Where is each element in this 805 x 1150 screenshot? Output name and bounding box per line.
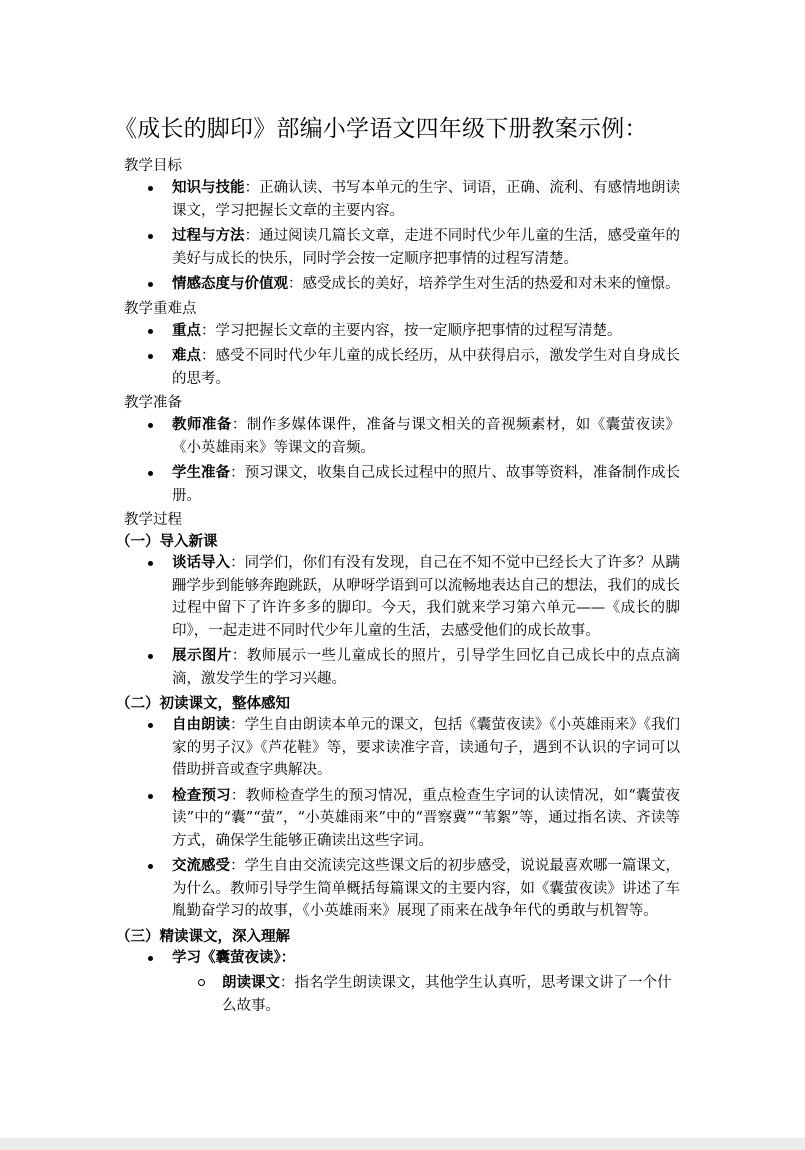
item-text: ：感受成长的美好，培养学生对生活的热爱和对未来的憧憬。 bbox=[288, 276, 680, 292]
process-part-list bbox=[124, 947, 680, 1018]
item-label: 重点 bbox=[172, 321, 201, 339]
section-heading-process: 教学过程 bbox=[124, 512, 182, 528]
list-item bbox=[124, 785, 680, 853]
process-part-heading: （一）导入新课 bbox=[116, 533, 218, 550]
item-label: 知识与技能 bbox=[172, 179, 245, 196]
item-text: ：预习课文，收集自己成长过程中的照片、故事等资料，准备制作成长册。 bbox=[172, 465, 681, 504]
section-heading-key-points: 教学重难点 bbox=[124, 300, 197, 317]
item-label: 朗读课文 bbox=[222, 974, 280, 991]
list-item bbox=[124, 645, 680, 690]
item-text: ：制作多媒体课件，准备与课文相关的音视频素材，如《囊萤夜读》《小英雄雨来》等课文的音频。 bbox=[172, 417, 681, 456]
item-label: 交流感受 bbox=[172, 857, 231, 874]
list-item bbox=[124, 552, 680, 642]
item-text: ：学生自由交流读完这些课文后的初步感受，说说最喜欢哪一篇课文，为什么。教师引导学生简单概括每篇课文的主要内容，如《囊萤夜读》讲述了车胤勤奋学习的故事，《小英雄雨来》展现了雨来在战争年代的勇敢与机智等。 bbox=[172, 858, 681, 919]
key-points-list bbox=[124, 320, 680, 391]
item-text: ：正确认读、书写本单元的生字、词语，正确、流利、有感情地朗读课文，学习把握长文章的主要内容。 bbox=[172, 180, 681, 219]
item-text: ：教师检查学生的预习情况，重点检查生字词的认读情况，如“囊萤夜读”中的“囊”“萤”，“小英雄雨来”中的“晋察冀”“苇絮”等，通过指名读、齐读等方式，确保学生能够正确读出这些字词。 bbox=[172, 787, 681, 849]
process-part-list bbox=[124, 552, 680, 690]
list-item bbox=[124, 273, 680, 296]
list-item bbox=[124, 855, 680, 923]
item-text: ： bbox=[280, 948, 296, 966]
item-label: 自由朗读 bbox=[172, 716, 231, 733]
item-label: 检查预习 bbox=[172, 786, 231, 804]
item-text: ：通过阅读几篇长文章，走进不同时代少年儿童的生活，感受童年的美好与成长的快乐，同时学会按一定顺序把事情的过程写清楚。 bbox=[172, 228, 681, 267]
item-label: 谈话导入 bbox=[172, 554, 231, 571]
list-item bbox=[124, 225, 680, 270]
item-text: ：学习把握长文章的主要内容，按一定顺序把事情的过程写清楚。 bbox=[201, 322, 622, 339]
item-label: 过程与方法 bbox=[172, 227, 245, 244]
sub-list-item bbox=[124, 972, 680, 1017]
list-item bbox=[124, 947, 680, 970]
section-heading-goals: 教学目标 bbox=[124, 158, 182, 174]
item-label: 展示图片 bbox=[172, 647, 232, 664]
list-item bbox=[124, 177, 680, 222]
goals-list bbox=[124, 177, 680, 296]
preparation-list bbox=[124, 414, 680, 507]
process-part-heading: （三）精读课文，深入理解 bbox=[116, 927, 290, 945]
item-label: 学生准备 bbox=[172, 464, 231, 481]
process-part-list bbox=[124, 714, 680, 923]
item-text: ：教师展示一些儿童成长的照片，引导学生回忆自己成长中的点点滴滴，激发学生的学习兴趣。 bbox=[172, 648, 681, 687]
list-item bbox=[124, 462, 680, 507]
item-label: 学习《囊萤夜读》 bbox=[172, 948, 281, 966]
document-content bbox=[114, 108, 681, 1020]
item-text: ：感受不同时代少年儿童的成长经历，从中获得启示，激发学生对自身成长的思考。 bbox=[172, 348, 680, 387]
item-text: ：指名学生朗读课文，其他学生认真听，思考课文讲了一个什么故事。 bbox=[222, 975, 672, 1014]
process-part-heading: （二）初读课文，整体感知 bbox=[116, 695, 290, 712]
item-label: 教师准备 bbox=[172, 416, 232, 433]
section-heading-preparation: 教学准备 bbox=[124, 395, 182, 411]
list-item bbox=[124, 320, 680, 343]
list-item bbox=[124, 345, 680, 390]
list-item bbox=[124, 414, 680, 459]
list-item bbox=[124, 714, 680, 782]
item-text: ：学生自由朗读本单元的课文，包括《囊萤夜读》《小英雄雨来》《我们家的男子汉》《芦花鞋》等，要求读准字音，读通句子，遇到不认识的字词可以借助拼音或查字典解决。 bbox=[172, 717, 681, 778]
item-text: ：同学们，你们有没有发现，自己在不知不觉中已经长大了许多？从蹒跚学步到能够奔跑跳跃，从咿呀学语到可以流畅地表达自己的想法，我们的成长过程中留下了许许多多的脚印。今天，我们就来学习第六单元——《成长的脚印》，一起走进不同时代少年儿童的生活，去感受他们的成长故事。 bbox=[172, 555, 681, 639]
item-label: 难点 bbox=[172, 347, 202, 364]
page-title: 《成长的脚印》部编小学语文四年级下册教案示例： bbox=[114, 116, 648, 142]
item-label: 情感态度与价值观 bbox=[172, 275, 288, 292]
